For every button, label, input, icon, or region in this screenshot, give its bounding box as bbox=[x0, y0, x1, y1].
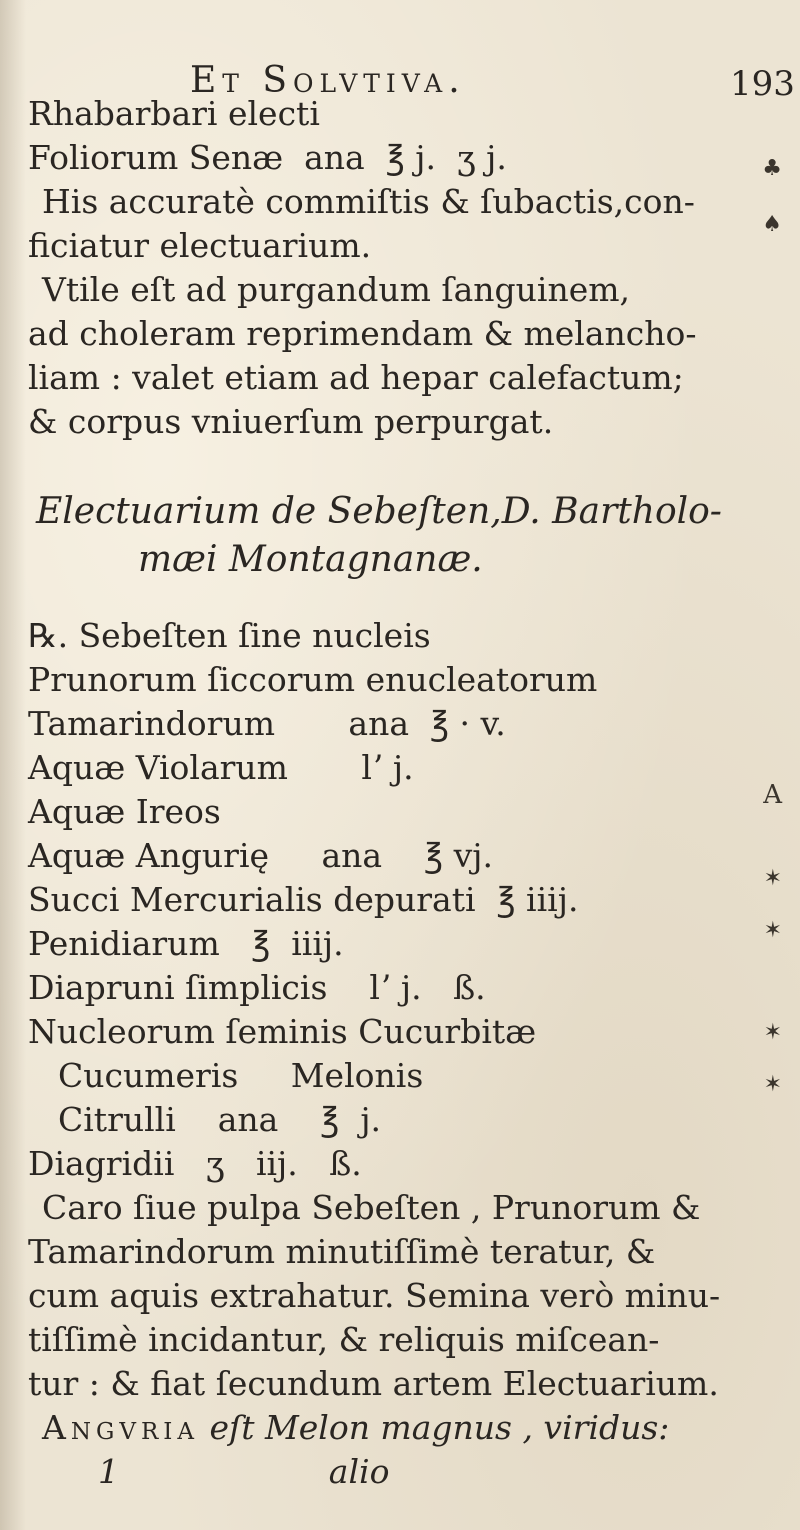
ingredient-line: Diagridii ʒ iij. ß. bbox=[28, 1144, 362, 1183]
margin-mark-icon: ♠ bbox=[762, 212, 782, 237]
margin-mark-icon: ✶ bbox=[763, 1020, 782, 1045]
ingredient-line: Nucleorum ſeminis Cucurbitæ bbox=[28, 1012, 537, 1051]
text-line: Foliorum Senæ ana ℥ j. ʒ j. bbox=[28, 138, 507, 177]
text-line: & corpus vniuerſum perpurgat. bbox=[28, 402, 554, 441]
text-line: ficiatur electuarium. bbox=[28, 226, 372, 265]
ingredient-line: Prunorum ſiccorum enucleatorum bbox=[28, 660, 598, 699]
ingredient-line: ℞. Sebeſten ſine nucleis bbox=[28, 616, 431, 655]
last-line-italic: eſt Melon magnus , viridus: bbox=[209, 1408, 670, 1447]
last-line bbox=[28, 1406, 788, 1450]
section-title: Electuarium de Sebeſten,D. Bartholo- bbox=[36, 491, 722, 532]
ingredient-line: Aquæ Violarum lʼ j. bbox=[28, 748, 414, 787]
method-line: Tamarindorum minutiſſimè teratur, & bbox=[28, 1232, 656, 1271]
last-line-caps: Angvria bbox=[42, 1408, 199, 1447]
margin-mark-icon: ✶ bbox=[763, 866, 782, 891]
margin-mark-icon: A bbox=[763, 780, 782, 810]
text-line: Rhabarbari electi bbox=[28, 94, 320, 133]
text-line: ad choleram reprimendam & melancho- bbox=[28, 314, 697, 353]
ingredient-line: Aquæ Angurię ana ℥ vj. bbox=[28, 836, 493, 875]
margin-mark-icon: ✶ bbox=[763, 1072, 782, 1097]
margin-mark-icon: ✶ bbox=[763, 918, 782, 943]
page-number: 193 bbox=[730, 64, 795, 104]
running-head: Et Solvtiva. bbox=[190, 60, 466, 101]
catchwords: 1 alio bbox=[98, 1452, 390, 1491]
method-line: cum aquis extrahatur. Semina verò minu- bbox=[28, 1276, 721, 1315]
text-line: His accuratè commiſtis & ſubactis,con- bbox=[42, 182, 695, 221]
section-title-continued: mæi Montagnanæ. bbox=[138, 539, 483, 580]
page-text bbox=[28, 92, 788, 1494]
ingredient-line: Tamarindorum ana ℥ · v. bbox=[28, 704, 506, 743]
ingredient-line: Cucumeris Melonis bbox=[58, 1056, 424, 1095]
method-line: tiſſimè incidantur, & reliquis miſcean- bbox=[28, 1320, 660, 1359]
margin-mark-icon: ♣ bbox=[762, 156, 782, 181]
ingredient-line: Aquæ Ireos bbox=[28, 792, 221, 831]
ingredient-line: Diapruni ſimplicis lʼ j. ß. bbox=[28, 968, 486, 1007]
ingredient-line: Succi Mercurialis depurati ℥ iiij. bbox=[28, 880, 579, 919]
method-line: tur : & fiat ſecundum artem Electuarium. bbox=[28, 1364, 719, 1403]
method-line: Caro ſiue pulpa Sebeſten , Prunorum & bbox=[42, 1188, 701, 1227]
ingredient-line: Citrulli ana ℥ j. bbox=[58, 1100, 382, 1139]
text-line: liam : valet etiam ad hepar calefactum; bbox=[28, 358, 684, 397]
text-line: Vtile eſt ad purgandum ſanguinem, bbox=[42, 270, 631, 309]
ingredient-line: Penidiarum ℥ iiij. bbox=[28, 924, 344, 963]
